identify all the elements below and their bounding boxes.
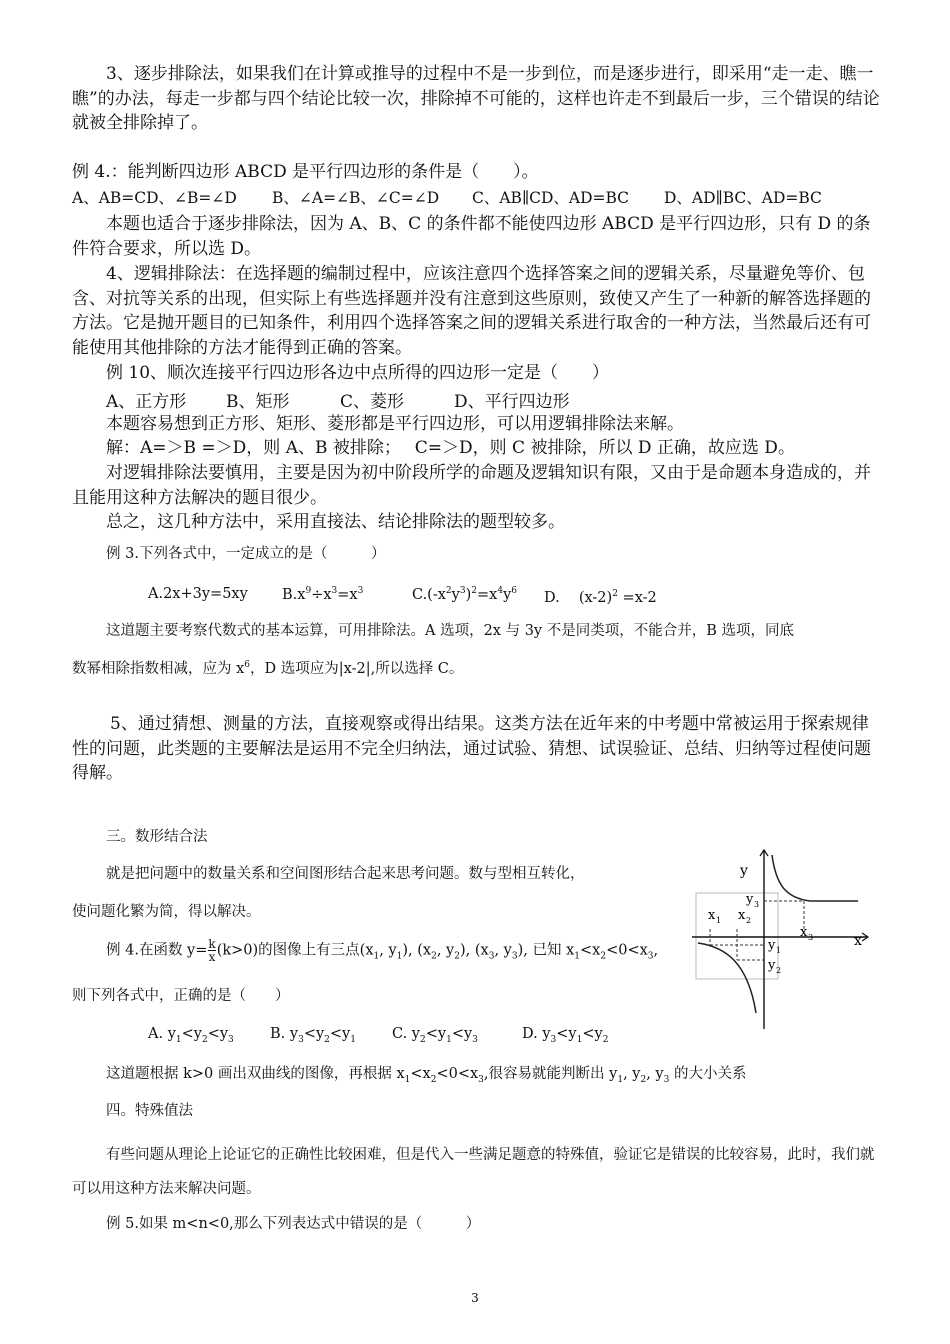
- example3-explanation-line1: 这道题主要考察代数式的基本运算，可用排除法。A 选项，2x 与 3y 不是同类项，不能合并，B 选项，同底: [106, 623, 794, 639]
- method4-paragraph: 4、逻辑排除法：在选择题的编制过程中，应该注意四个选择答案之间的逻辑关系，尽量避免等价、包含、对抗等关系的出现，但实际上有些选择题并没有注意到这些原则，致使又产生了一种新的解答选择题的方法。它是抛开题目的已知条件，利用四个选择答案之间的逻辑关系进行取舍的一种方法，当然最后还有可能使用其他排除的方法才能得到正确的答案。: [72, 264, 871, 358]
- section4-body: 有些问题从理论上论证它的正确性比较困难，但是代入一些满足题意的特殊值，验证它是错误的比较容易，此时，我们就可以用这种方法来解决问题。: [72, 1147, 875, 1197]
- y1-subscript: 1: [776, 946, 782, 955]
- example3-option-b: $B.x^9\div x^3=x^3$: [282, 586, 364, 603]
- x1-label: x: [708, 908, 716, 923]
- section3-line1: 就是把问题中的数量关系和空间图形结合起来思考问题。数与型相互转化，: [106, 866, 585, 882]
- example3-option-c: $C.(-x^2y^3)^2=x^4y^6$: [412, 586, 517, 603]
- x3-label: x: [800, 925, 808, 940]
- y3-subscript: 3: [754, 900, 760, 909]
- example10-line1: 本题容易想到正方形、矩形、菱形都是平行四边形，可以用逻辑排除法来解。: [106, 414, 684, 434]
- method3-paragraph: 3、逐步排除法，如果我们在计算或推导的过程中不是一步到位，而是逐步进行，即采用“走一走、瞧一瞧”的办法，每走一步都与四个结论比较一次，排除掉不可能的，这样也许走不到最后一步，三个错误的结论就被全排除掉了。: [72, 64, 880, 133]
- example4b-explanation: 这道题根据 k>0 画出双曲线的图像，再根据 $x_1<x_2<0<x_3$,很容易就能判断出 $y_1$, $y_2$, $y_3$ 的大小关系: [106, 1066, 747, 1085]
- x1-subscript: 1: [716, 916, 722, 925]
- example4b-option-c: C. $y_2<y_1<y_3$: [392, 1026, 478, 1045]
- summary-line: 总之，这几种方法中，采用直接法、结论排除法的题型较多。: [106, 512, 565, 532]
- example10-solution: 解：A=＞B =＞D，则 A、B 被排除； C=＞D，则 C 被排除，所以 D 正确，故应选 D。: [106, 438, 795, 458]
- example10-option-a: A、正方形: [106, 392, 187, 412]
- page-number: 3: [471, 1291, 479, 1305]
- x-axis-label: x: [854, 933, 862, 949]
- example10-option-c: C、菱形: [340, 392, 405, 412]
- example4b-option-d: D. $y_3<y_1<y_2$: [522, 1026, 609, 1045]
- method5-paragraph: 5、通过猜想、测量的方法，直接观察或得出结果。这类方法在近年来的中考题中常被运用于探索规律性的问题，此类题的主要解法是运用不完全归纳法，通过试验、猜想、试误验证、总结、归纳等过程使问题得解。: [72, 714, 871, 783]
- fraction-k-over-x: $\frac{k}{x}$: [208, 937, 216, 964]
- example4-explanation: 本题也适合于逐步排除法，因为 A、B、C 的条件都不能使四边形 ABCD 是平行四边形，只有 D 的条件符合要求，所以选 D。: [72, 214, 871, 259]
- y3-label: y: [746, 892, 754, 907]
- section3-line2: 使问题化繁为简，得以解决。: [72, 904, 261, 920]
- example4-option-d: D、AD∥BC、AD=BC: [664, 189, 822, 207]
- example10-caution: 对逻辑排除法要慎用，主要是因为初中阶段所学的命题及逻辑知识有限，又由于是命题本身造成的，并且能用这种方法解决的题目很少。: [72, 463, 871, 508]
- y2-label: y: [768, 958, 776, 973]
- hyperbola-graph: [690, 845, 890, 1030]
- y2-subscript: 2: [776, 966, 782, 975]
- example4-option-a: A、AB=CD、∠B=∠D: [72, 189, 237, 207]
- example4b-option-b: B. $y_3<y_2<y_1$: [270, 1026, 356, 1045]
- x3-subscript: 3: [808, 933, 814, 942]
- section3-title: 三。数形结合法: [106, 829, 208, 845]
- y-axis-label: y: [740, 863, 748, 879]
- example10-option-d: D、平行四边形: [454, 392, 570, 412]
- y1-label: y: [768, 938, 776, 953]
- x2-label: x: [738, 908, 746, 923]
- example4b-question-line2: 则下列各式中，正确的是（ ）: [72, 988, 290, 1004]
- example4-question: 例 4.：能判断四边形 ABCD 是平行四边形的条件是（ ）。: [72, 162, 539, 182]
- example4-option-b: B、∠A=∠B、∠C=∠D: [272, 189, 440, 207]
- example3-option-d: D. $(x-2)^2 =x-2$: [544, 589, 657, 606]
- hyperbola-branch-left: [698, 943, 756, 1013]
- example5-question: 例 5.如果 m<n<0,那么下列表达式中错误的是（ ）: [106, 1216, 481, 1232]
- example10-question: 例 10、顺次连接平行四边形各边中点所得的四边形一定是（ ）: [106, 363, 610, 383]
- example4-option-c: C、AB∥CD、AD=BC: [472, 189, 630, 207]
- example4b-question: 例 4.在函数 y= $\frac{k}{x}$ (k>0)的图像上有三点($x_1$, $y_1$), ($x_2$, $y_2$), ($x_3$, $y_3$), 已知 $x_1<x_2<0<x_3$,: [106, 937, 659, 964]
- x2-subscript: 2: [746, 916, 752, 925]
- example3-question: 例 3.下列各式中，一定成立的是（ ）: [106, 546, 386, 562]
- hyperbola-branch-right: [772, 855, 858, 901]
- example3-option-a: A.2x+3y=5xy: [148, 586, 248, 602]
- example10-option-b: B、矩形: [226, 392, 290, 412]
- section4-title: 四。特殊值法: [106, 1103, 193, 1119]
- example3-explanation-line2: 数幂相除指数相减，应为 $x^6$，D 选项应为|x-2|,所以选择 C。: [72, 660, 464, 677]
- example4b-option-a: A. $y_1<y_2<y_3$: [148, 1026, 234, 1045]
